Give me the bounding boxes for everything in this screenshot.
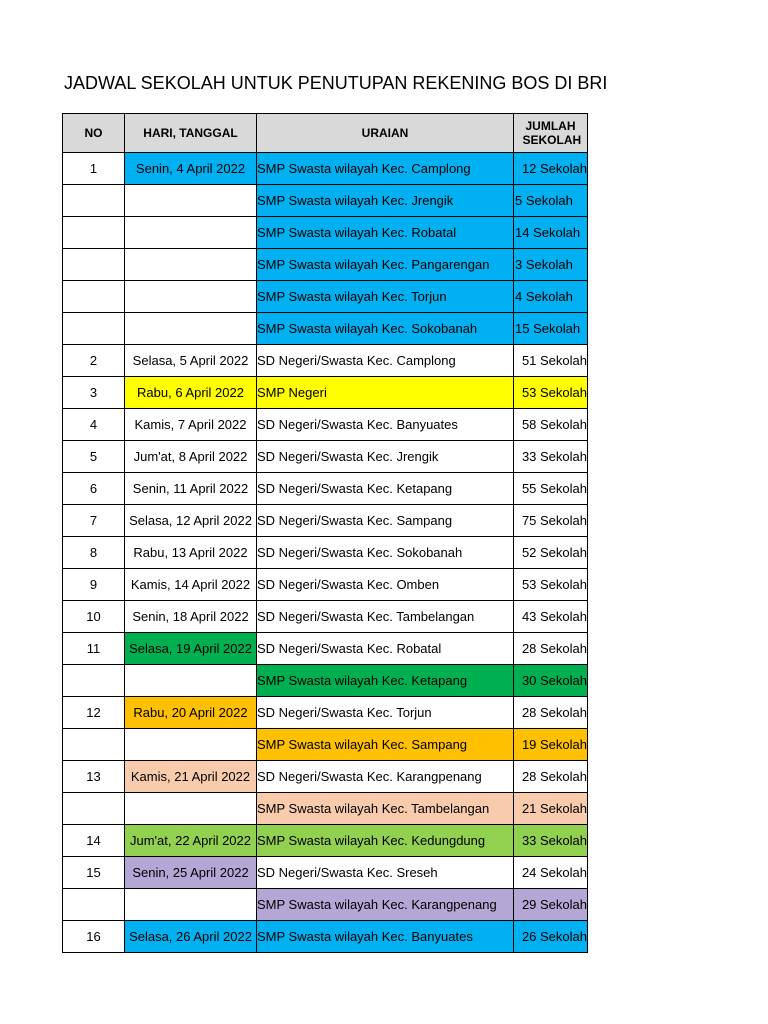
school-count-cell: 52 Sekolah [514,537,588,569]
date-cell [125,217,257,249]
date-cell: Jum'at, 22 April 2022 [125,825,257,857]
table-row [63,889,588,921]
row-number-cell [63,665,125,697]
description-cell: SD Negeri/Swasta Kec. Jrengik [257,441,514,473]
table-row [63,217,588,249]
description-cell: SD Negeri/Swasta Kec. Torjun [257,697,514,729]
description-cell: SMP Swasta wilayah Kec. Karangpenang [257,889,514,921]
date-cell [125,665,257,697]
school-count-cell: 21 Sekolah [514,793,588,825]
table-row [63,345,588,377]
row-number-cell: 7 [63,505,125,537]
table-row [63,473,588,505]
school-count-cell: 53 Sekolah [514,377,588,409]
table-row [63,633,588,665]
table-row [63,281,588,313]
school-count-cell: 30 Sekolah [514,665,588,697]
date-cell: Kamis, 14 April 2022 [125,569,257,601]
date-cell [125,185,257,217]
description-cell: SMP Swasta wilayah Kec. Pangarengan [257,249,514,281]
description-cell: SMP Swasta wilayah Kec. Banyuates [257,921,514,953]
table-row [63,601,588,633]
school-count-cell: 29 Sekolah [514,889,588,921]
row-number-cell [63,889,125,921]
table-row [63,441,588,473]
table-row [63,921,588,953]
description-cell: SMP Negeri [257,377,514,409]
school-count-cell: 51 Sekolah [514,345,588,377]
table-body [63,153,588,953]
school-count-cell: 28 Sekolah [514,633,588,665]
description-cell: SMP Swasta wilayah Kec. Sokobanah [257,313,514,345]
school-count-cell: 15 Sekolah [514,313,588,345]
date-cell: Rabu, 6 April 2022 [125,377,257,409]
date-cell: Kamis, 21 April 2022 [125,761,257,793]
date-cell [125,249,257,281]
date-cell: Selasa, 5 April 2022 [125,345,257,377]
school-count-cell: 4 Sekolah [514,281,588,313]
description-cell: SMP Swasta wilayah Kec. Kedungdung [257,825,514,857]
date-cell: Selasa, 26 April 2022 [125,921,257,953]
description-cell: SMP Swasta wilayah Kec. Jrengik [257,185,514,217]
date-cell: Senin, 11 April 2022 [125,473,257,505]
date-cell: Rabu, 20 April 2022 [125,697,257,729]
table-row [63,377,588,409]
document-title: JADWAL SEKOLAH UNTUK PENUTUPAN REKENING BOS DI BRI [64,73,608,93]
row-number-cell: 11 [63,633,125,665]
table-row [63,153,588,185]
description-cell: SD Negeri/Swasta Kec. Omben [257,569,514,601]
row-number-cell: 4 [63,409,125,441]
table-row [63,857,588,889]
table-row [63,665,588,697]
table-row [63,729,588,761]
school-count-cell: 33 Sekolah [514,441,588,473]
description-cell: SMP Swasta wilayah Kec. Torjun [257,281,514,313]
school-count-cell: 33 Sekolah [514,825,588,857]
header-date: HARI, TANGGAL [125,114,257,153]
table-row [63,313,588,345]
row-number-cell: 8 [63,537,125,569]
date-cell: Senin, 18 April 2022 [125,601,257,633]
row-number-cell: 1 [63,153,125,185]
description-cell: SD Negeri/Swasta Kec. Tambelangan [257,601,514,633]
header-no: NO [63,114,125,153]
school-count-cell: 28 Sekolah [514,761,588,793]
row-number-cell [63,729,125,761]
date-cell: Selasa, 19 April 2022 [125,633,257,665]
description-cell: SMP Swasta wilayah Kec. Tambelangan [257,793,514,825]
date-cell: Senin, 25 April 2022 [125,857,257,889]
school-count-cell: 5 Sekolah [514,185,588,217]
description-cell: SD Negeri/Swasta Kec. Camplong [257,345,514,377]
school-count-cell: 12 Sekolah [514,153,588,185]
date-cell [125,793,257,825]
date-cell: Rabu, 13 April 2022 [125,537,257,569]
header-school-count [514,114,588,153]
row-number-cell: 15 [63,857,125,889]
date-cell: Kamis, 7 April 2022 [125,409,257,441]
table-row [63,825,588,857]
description-cell: SMP Swasta wilayah Kec. Camplong [257,153,514,185]
description-cell: SD Negeri/Swasta Kec. Karangpenang [257,761,514,793]
school-count-cell: 3 Sekolah [514,249,588,281]
school-count-cell: 14 Sekolah [514,217,588,249]
date-cell [125,313,257,345]
date-cell [125,889,257,921]
school-count-cell: 24 Sekolah [514,857,588,889]
row-number-cell [63,185,125,217]
row-number-cell: 6 [63,473,125,505]
table-row [63,409,588,441]
date-cell: Jum'at, 8 April 2022 [125,441,257,473]
date-cell [125,281,257,313]
description-cell: SD Negeri/Swasta Kec. Sokobanah [257,537,514,569]
school-count-cell: 43 Sekolah [514,601,588,633]
school-count-cell: 58 Sekolah [514,409,588,441]
table-row [63,505,588,537]
description-cell: SD Negeri/Swasta Kec. Sreseh [257,857,514,889]
row-number-cell: 14 [63,825,125,857]
description-cell: SMP Swasta wilayah Kec. Ketapang [257,665,514,697]
row-number-cell [63,249,125,281]
row-number-cell: 16 [63,921,125,953]
table-row [63,697,588,729]
description-cell: SD Negeri/Swasta Kec. Banyuates [257,409,514,441]
row-number-cell [63,313,125,345]
date-cell [125,729,257,761]
table-row [63,537,588,569]
row-number-cell: 5 [63,441,125,473]
header-school-count-label: JUMLAH SEKOLAH [522,119,582,147]
header-description: URAIAN [257,114,514,153]
row-number-cell: 12 [63,697,125,729]
description-cell: SD Negeri/Swasta Kec. Sampang [257,505,514,537]
description-cell: SMP Swasta wilayah Kec. Robatal [257,217,514,249]
date-cell: Selasa, 12 April 2022 [125,505,257,537]
date-cell: Senin, 4 April 2022 [125,153,257,185]
row-number-cell [63,217,125,249]
school-count-cell: 55 Sekolah [514,473,588,505]
table-row [63,185,588,217]
table-row [63,793,588,825]
table-row [63,249,588,281]
row-number-cell: 10 [63,601,125,633]
table-row [63,569,588,601]
school-count-cell: 19 Sekolah [514,729,588,761]
row-number-cell: 2 [63,345,125,377]
description-cell: SD Negeri/Swasta Kec. Robatal [257,633,514,665]
table-header [63,114,588,153]
school-count-cell: 53 Sekolah [514,569,588,601]
description-cell: SMP Swasta wilayah Kec. Sampang [257,729,514,761]
row-number-cell [63,281,125,313]
row-number-cell: 9 [63,569,125,601]
school-count-cell: 26 Sekolah [514,921,588,953]
table-row [63,761,588,793]
schedule-table [62,113,588,953]
description-cell: SD Negeri/Swasta Kec. Ketapang [257,473,514,505]
header-row [63,114,588,153]
school-count-cell: 75 Sekolah [514,505,588,537]
row-number-cell [63,793,125,825]
row-number-cell: 13 [63,761,125,793]
row-number-cell: 3 [63,377,125,409]
school-count-cell: 28 Sekolah [514,697,588,729]
